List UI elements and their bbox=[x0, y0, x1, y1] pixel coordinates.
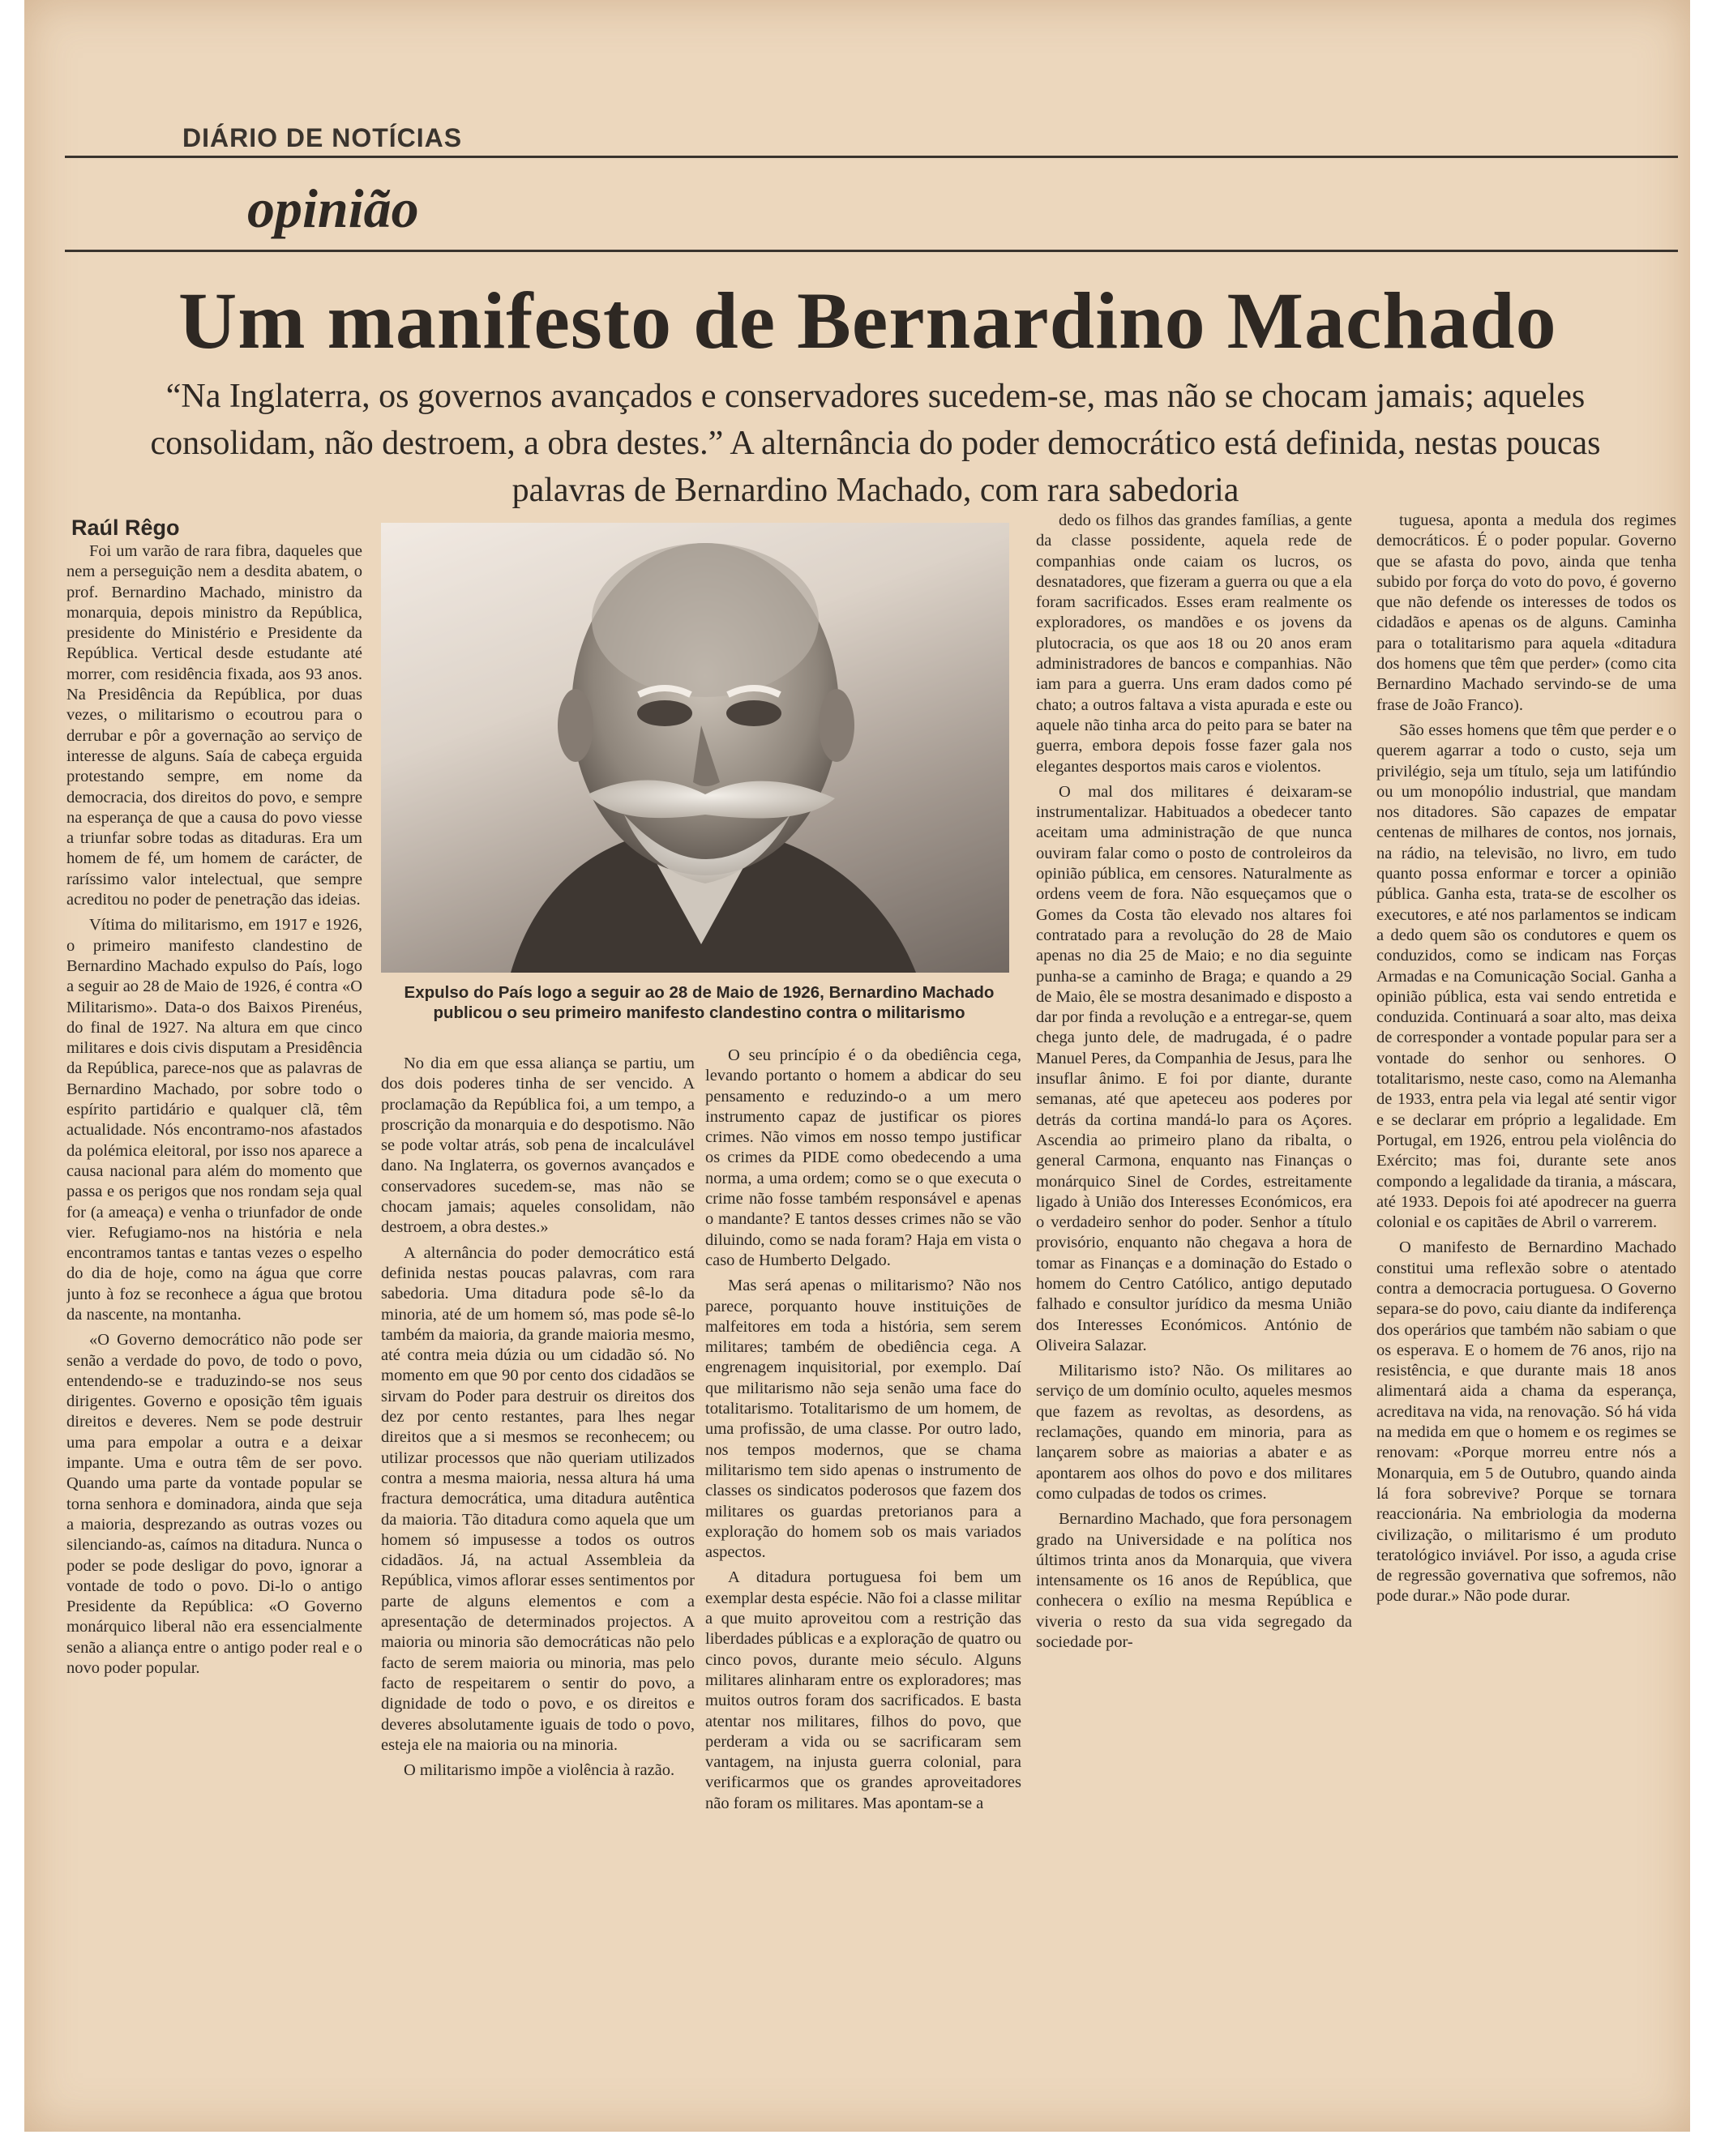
paragraph: A ditadura portuguesa foi bem um exemplar desta espécie. Não foi a classe militar a que muito aproveitou com a restrição das liberdades públicas e a exploração de quatro ou cinco povos, durante meio século. Alguns militares alinharam entre os exploradores; mas muitos outros foram dos sacrificados. E basta atentar nos militares, filhos do povo, que perderam a vida ou se sacrificaram sem vantagem, na injusta guerra colonial, para verificarmos que os grandes aproveitadores não foram os militares. Mas apontam-se a bbox=[705, 1568, 1021, 1812]
article-lead: “Na Inglaterra, os governos avançados e conservadores sucedem-se, mas não se chocam jamais; aqueles consolidam, não destroem, a obra destes.” A alternância do poder democrático está definida, nestas poucas palavras de Bernardino Machado, com rara sabedoria bbox=[150, 378, 1601, 509]
portrait-photo bbox=[381, 523, 1009, 973]
top-rule bbox=[65, 156, 1678, 158]
paragraph: São esses homens que têm que perder e o querem agarrar a todo o custo, seja um privilégio, seja um título, seja um latifúndio ou um monopólio industrial, que mandam nos ditadores. São capazes de empatar centenas de milhares de contos, nos jornais, na rádio, na televisão, no livro, em tudo quanto possa enformar e torcer a opinião pública. Ganha esta, trata-se de escolher os executores, e até nos parlamentos se indicam a dedo quem são os condutores e quem os conduzidos, como se indicam nas Forças Armadas e na Comunicação Social. Ganha a opinião pública, esta vai sendo entretida e conduzida. Continuará a soar alto, mas deixa de corresponder a vontade popular para ser a vontade do senhor ou senhores. O totalitarismo, neste caso, como na Alemanha de 1933, entra pela via legal até sentir vigor e se declarar em próprio a legalidade. Em Portugal, em 1926, entrou pela violência do Exército; mas foi, durante sete anos compondo a legalidade da tirania, a máscara, até 1933. Depois foi até apodrecer na guerra colonial e os capitães de Abril o varrerem. bbox=[1376, 721, 1676, 1232]
section-label: opinião bbox=[247, 178, 419, 239]
newspaper-clipping bbox=[24, 0, 1690, 2132]
paragraph: O militarismo impõe a violência à razão. bbox=[404, 1761, 675, 1780]
paragraph: Bernardino Machado, que fora personagem grado na Universidade e na política nos últimos trinta anos da Monarquia, que vivera intensamente os 16 anos de República, que conhecera o exílio na mesma República e viveria o resto da sua vida segregado da sociedade por- bbox=[1036, 1510, 1352, 1652]
newspaper-name: DIÁRIO DE NOTÍCIAS bbox=[182, 123, 463, 152]
paragraph: «O Governo democrático não pode ser senão a verdade do povo, de todo o povo, entendendo-se e traduzindo-se nos seus dirigentes. Governo e oposição têm iguais direitos e deveres. Nem se pode destruir uma para empolar a outra e a deixar impante. Uma e outra têm de ser povo. Quando uma parte da vontade popular se torna senhora e dominadora, ainda que seja a maioria, desprezando as outras vozes ou silenciando-as, caímos na ditadura. Nunca o poder se pode desligar do povo, ignorar a vontade de todo o povo. Di-lo o antigo Presidente da República: «O Governo monárquico liberal não era essencialmente senão a aliança entre o antigo poder real e o novo poder popular. bbox=[66, 1331, 362, 1678]
portrait-illustration bbox=[381, 523, 1009, 973]
article-byline: Raúl Rêgo bbox=[71, 515, 180, 540]
article-column-5 bbox=[1376, 511, 1676, 2122]
article-headline: Um manifesto de Bernardino Machado bbox=[178, 276, 1557, 366]
paragraph: Vítima do militarismo, em 1917 e 1926, o primeiro manifesto clandestino de Bernardino Machado expulso do País, logo a seguir ao 28 de Maio de 1926, é contra «O Militarismo». Data-o dos Baixos Pirenéus, do final de 1927. Na altura em que cinco militares e dois civis disputam a Presidência da República, parece-nos que as palavras de Bernardino Machado, por sobre todo o espírito partidário e qualquer clã, têm actualidade. Nós encontramo-nos afastados da polémica eleitoral, por isso nos aparece a causa nacional para além do momento que passa e os perigos que nos rondam seja qual for (a ameaça) e venha o triunfador de onde vier. Refugiamo-nos na história e nela encontramos tantas e tantas vezes o espelho do dia de hoje, como na água que corre junto à foz se reconhece a água que brotou da nascente, na montanha. bbox=[66, 916, 362, 1324]
article-column-4 bbox=[1036, 511, 1352, 2122]
paragraph: dedo os filhos das grandes famílias, a gente da classe possidente, aquela rede de companhias onde caiam os lucros, os desnatadores, que fizeram a guerra ou que a ela foram sacrificados. Esses eram realmente os exploradores, os mandões e os jovens da plutocracia, os que aos 18 ou 20 anos eram administradores de bancos e companhias. Não iam para a guerra. Uns eram dados como pé chato; a outros faltava a vista apurada e este ou aquele não tinha arca do peito para se bater na guerra, embora depois fosse fazer gala nos elegantes desportos mais caros e violentos. bbox=[1036, 511, 1352, 776]
paragraph: O manifesto de Bernardino Machado constitui uma reflexão sobre o atentado contra a democracia portuguesa. O Governo separa-se do povo, caiu diante da indiferença dos operários que também não sabiam o que os esperava. E o homem de 76 anos, rijo na resistência, e que durante mais 18 anos alimentará aida a chama da esperança, acreditava na vida, na renovação. Só há vida na medida em que o homem e os regimes se renovam: «Porque morreu entre nós a Monarquia, em 5 de Outubro, quando ainda lá fora sobrevive? Porque se tornara reaccionária. Na embriologia da moderna civilização, o militarismo é um produto teratológico inviável. Por isso, a aguda crise de regressão governativa que sofremos, não pode durar.» Não pode durar. bbox=[1376, 1238, 1676, 1606]
paragraph: No dia em que essa aliança se partiu, um dos dois poderes tinha de ser vencido. A proclamação da República foi, a um tempo, a proscrição da monarquia e do despotismo. Não se pode voltar atrás, sob pena de incalculável dano. Na Inglaterra, os governos avançados e conservadores sucedem-se, mas não se chocam jamais; aqueles consolidam, não destroem, a obra destes.» bbox=[381, 1054, 695, 1237]
photo-caption: Expulso do País logo a seguir ao 28 de Maio de 1926, Bernardino Machado publicou o seu primeiro manifesto clandestino contra o militarismo bbox=[404, 983, 995, 1022]
paragraph: O mal dos militares é deixaram-se instrumentalizar. Habituados a obedecer tanto aceitam uma administração de que nunca ouviram falar como o posto de controleiros da opinião pública, em censores. Naturalmente as ordens veem de fora. Não esqueçamos que o Gomes da Costa tão elevado nos altares foi contratado para a revolução do 28 de Maio apenas no dia 25 de Maio; e no dia seguinte punha-se a caminho de Braga; e quando a 29 de Maio, êle se mostra desanimado e disposto a dar por finda a revolução e a entregar-se, quem chega junto dele, de madrugada, é o padre Manuel Peres, da Companhia de Jesus, para lhe insuflar ânimo. E foi por diante, durante semanas, até que apeteceu aos poderes por detrás da cortina mandá-lo para os Açores. Ascendia ao primeiro plano da ribalta, o general Carmona, enquanto nas Finanças o monárquico Sinel de Cordes, estreitamente ligado à União dos Interesses Económicos, era o verdadeiro senhor do poder. Senhor a título provisório, enquanto não chegava a hora de tomar as Finanças e a dominação do Estado o homem do Centro Católico, antigo deputado falhado e consultor jurídico da mesma União dos Interesses Económicos. António de Oliveira Salazar. bbox=[1036, 782, 1352, 1354]
paragraph: A alternância do poder democrático está definida nestas poucas palavras, com rara sabedoria. Uma ditadura pode sê-lo da minoria, até de um homem só, mas pode sê-lo também da maioria, da grande maioria mesmo, até contra meia dúzia ou um cidadão só. No momento em que 90 por cento dos cidadãos se sirvam do Poder para destruir os direitos dos dez por cento restantes, para lhes negar direitos que a si mesmos se reconhecem; ou utilizar processos que não queriam utilizados contra a mesma maioria, nessa altura há uma fractura democrática, uma ditadura autêntica da maioria. Tão ditadura como aquela que um homem só impusesse a todos os outros cidadãos. Já, na actual Assembleia da República, vimos aflorar esses sentimentos por parte de alguns elementos e com a apresentação de determinados projectos. A maioria ou minoria são democráticas não pelo facto de serem maioria ou minoria, mas pelo facto de respeitarem o sentir do povo, a dignidade de todo o povo, e os direitos e deveres absolutamente iguais de todo o povo, esteja ele na maioria ou na minoria. bbox=[381, 1243, 695, 1754]
paragraph: Mas será apenas o militarismo? Não nos parece, porquanto houve instituições de malfeitores em toda a história, sem serem militares; também de obediência cega. A engrenagem inquisitorial, por exemplo. Daí que militarismo não seja senão uma face do totalitarismo. Totalitarismo de um homem, de uma profissão, de uma classe. Por outro lado, nos tempos modernos, que se chama militarismo tem sido apenas o instrumento de classes os sindicatos poderosos que fazem dos militares os guardas pretorianos para a exploração do homem sob os mais variados aspectos. bbox=[705, 1277, 1021, 1562]
paragraph: tuguesa, aponta a medula dos regimes democráticos. É o poder popular. Governo que se afasta do povo, ainda que tenha subido por força do voto do povo, é governo que não defende os interesses de todos os cidadãos e apenas os de alguns. Caminha para o totalitarismo para aquela «ditadura dos homens que têm que perder» (como cita Bernardino Machado servindo-se de uma frase de João Franco). bbox=[1376, 511, 1676, 714]
article-column-3 bbox=[705, 1046, 1021, 2122]
section-rule bbox=[65, 250, 1678, 252]
article-column-2 bbox=[381, 1054, 695, 2122]
article-column-1 bbox=[66, 541, 362, 2122]
paragraph: O seu princípio é o da obediência cega, levando portanto o homem a abdicar do seu pensamento e reduzindo-o a um mero instrumento capaz de justificar os piores crimes. Não vimos em nosso tempo justificar os crimes da PIDE como obedecendo a uma norma, a uma ordem; como se o que executa o crime não fosse também responsável e apenas o mandante? E tantos desses crimes não se vão diluindo, como se nada foram? Haja em vista o caso de Humberto Delgado. bbox=[705, 1046, 1021, 1269]
paragraph: Foi um varão de rara fibra, daqueles que nem a perseguição nem a desdita abatem, o prof. Bernardino Machado, ministro da monarquia, depois ministro da República, presidente do Ministério e Presidente da República. Vertical desde estudante até morrer, com residência fixada, aos 93 anos. Na Presidência da República, por duas vezes, o militarismo o ecoutrou para o derrubar e pôr a governação ao serviço de interesse de alguns. Saía de cabeça erguida protestando sempre, em nome da democracia, dos direitos do povo, e sempre na esperança de que a causa do povo viesse a triunfar sobre todas as ditaduras. Era um homem de fé, um homem de carácter, de raríssimo valor intelectual, que sempre acreditou no poder de penetração das ideias. bbox=[66, 542, 362, 909]
paragraph: Militarismo isto? Não. Os militares ao serviço de um domínio oculto, aqueles mesmos que fazem as revoltas, as desordens, as reclamações, quando em minoria, para as lançarem sobre as maiorias a abater e as apontarem aos olhos do povo e dos militares como culpadas de todos os crimes. bbox=[1036, 1362, 1352, 1503]
